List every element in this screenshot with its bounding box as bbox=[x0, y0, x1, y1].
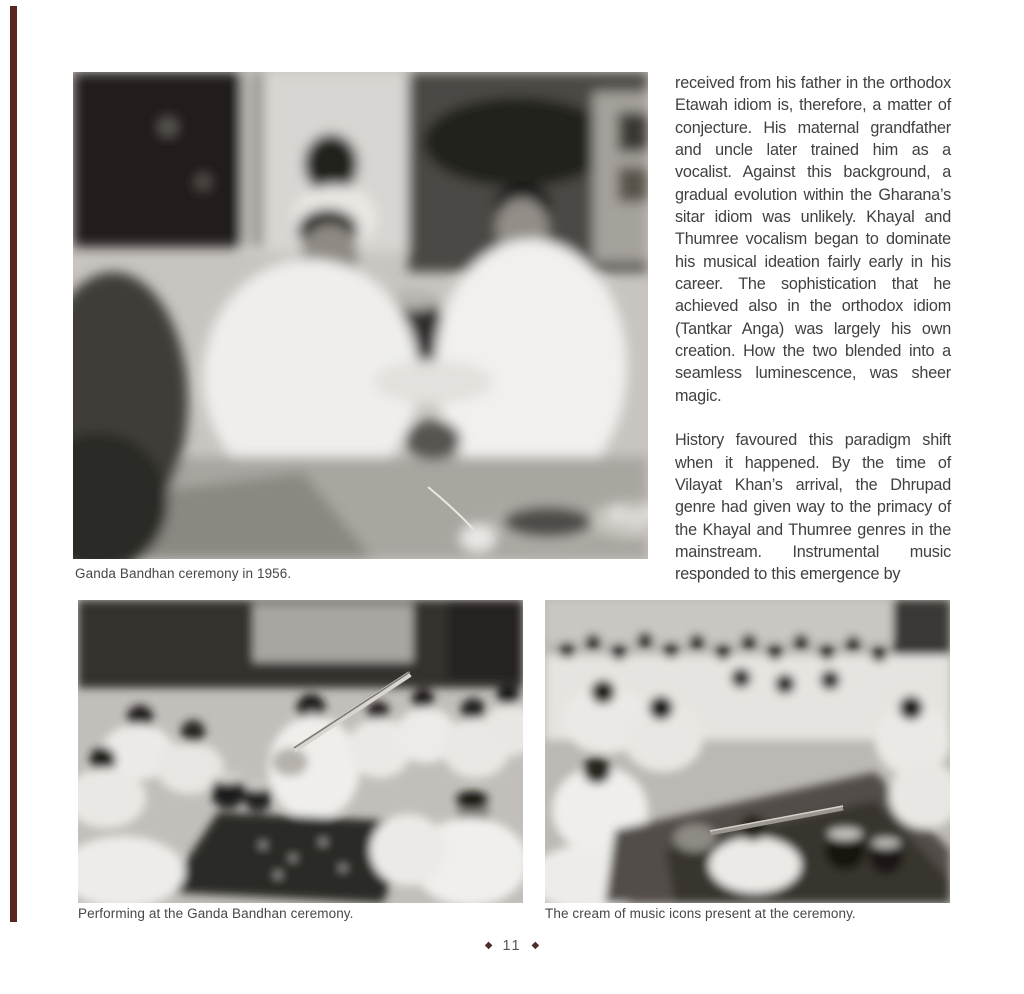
caption-music-icons-ceremony: The cream of music icons present at the ceremony. bbox=[545, 906, 856, 921]
page-number: 11 bbox=[502, 938, 522, 954]
photo-performing-ceremony-art bbox=[78, 600, 523, 903]
article-paragraph-1: received from his father in the orthodox Etawah idiom is, therefore, a matter of conjecture. His maternal grandfather and uncle later trained him as a vocalist. Against this background, a gradual evolution within the Gharana’s sitar idiom was unlikely. Khayal and Thumree vocalism began to dominate his musical ideation fairly early in his career. The sophistication that he achieved also in the orthodox idiom (Tantkar Anga) was largely his own creation. How the two blended into a seamless luminescence, was sheer magic. bbox=[675, 74, 951, 405]
article-text-column bbox=[675, 72, 951, 586]
photo-music-icons-ceremony bbox=[545, 600, 950, 903]
caption-ganda-bandhan-1956: Ganda Bandhan ceremony in 1956. bbox=[75, 566, 292, 581]
photo-music-icons-ceremony-art bbox=[545, 600, 950, 903]
photo-ganda-bandhan-1956-art bbox=[73, 72, 648, 559]
photo-ganda-bandhan-1956 bbox=[73, 72, 648, 559]
photo-performing-ceremony bbox=[78, 600, 523, 903]
diamond-icon: ◆ bbox=[531, 940, 540, 951]
article-paragraph-2: History favoured this paradigm shift when it happened. By the time of Vilayat Khan’s arrival, the Dhrupad genre had given way to the primacy of the Khayal and Thumree genres in the mainstream. Instrumental music responded to this emergence by bbox=[675, 431, 951, 584]
caption-performing-ceremony: Performing at the Ganda Bandhan ceremony. bbox=[78, 906, 354, 921]
page-folio bbox=[0, 938, 1024, 954]
diamond-icon: ◆ bbox=[484, 940, 493, 951]
spine-stripe bbox=[10, 6, 17, 922]
